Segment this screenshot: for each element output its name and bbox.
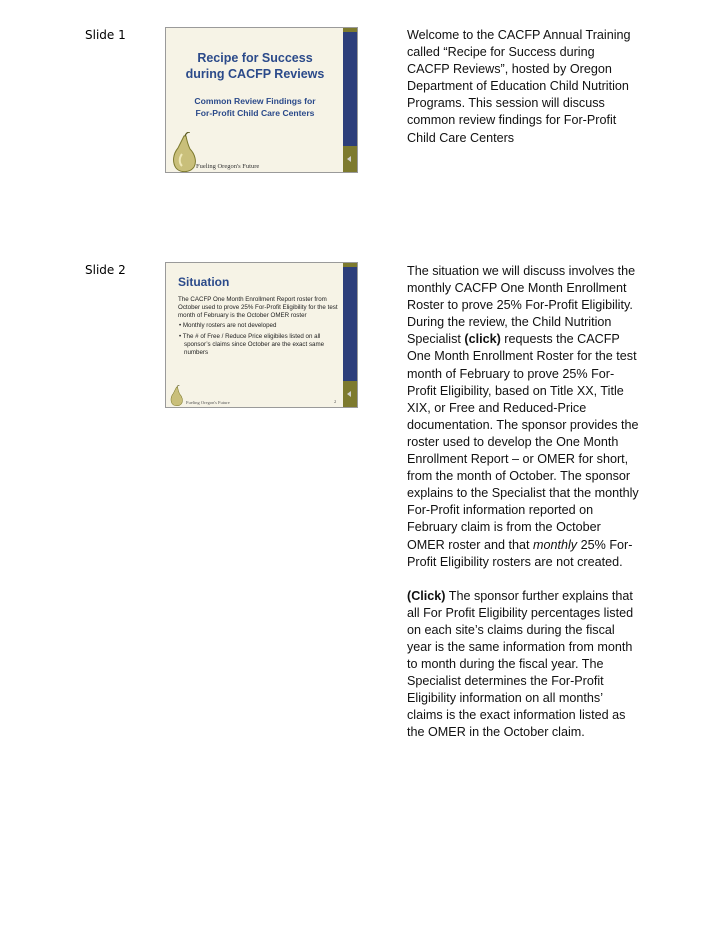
slide-side-bar [343,28,357,172]
notes-text: 25% For-Profit Eligibility rosters are not created. [407,537,633,569]
slide-2-footer: Fueling Oregon's Future [186,400,230,405]
slide-1-title-line-2: during CACFP Reviews [185,67,325,81]
slide-2-thumbnail[interactable] [165,262,358,408]
notes-text: The situation we will discuss involves the monthly CACFP One Month Enrollment Roster to prove 25% For-Profit Eligibility. During the review, the Child Nutrition Specialist [407,264,636,347]
bar-accent [343,263,357,267]
slide-2-bullet-2: • The # of Free / Reduce Price eligibiles listed on all sponsor’s claims since October are the exact same numbers [179,333,325,356]
slide-side-bar [343,263,357,407]
slide-2-notes-paragraph-2 [407,588,639,742]
slide-nav-icon [345,389,355,399]
slide-1-footer: Fueling Oregon's Future [196,163,260,170]
slide-1-title-line-1: Recipe for Success [197,51,313,65]
slide-2-title: Situation [178,275,230,289]
slide-nav-icon [345,154,355,164]
slide-1-notes [407,27,639,164]
notes-click-cue: (Click) [407,588,446,603]
slide-1-notes-text: Welcome to the CACFP Annual Training called “Recipe for Success during CACFP Reviews”, hosted by Oregon Department of Education Child Nutrition Programs. This session will discuss common review findings for For-Profit Child Care Centers [407,28,631,145]
slide-2-notes-paragraph-1 [407,263,639,571]
slide-2-body-text: The CACFP One Month Enrollment Report roster from October used to prove 25% For-Profit Eligibility for the test month of February is the October OMER roster [178,296,338,319]
slide-2-body [178,296,338,360]
notes-click-cue: (click) [464,332,501,347]
slide-2-notes [407,263,639,759]
pear-logo-icon [169,385,185,407]
slide-2-label: Slide 2 [85,263,126,277]
notes-emphasis: monthly [533,537,578,552]
notes-text: The sponsor further explains that all For Profit Eligibility percentages listed on each site’s claims during the fiscal year is the same information from month to month during the fiscal year. The Specialist determines the For-Profit Eligibility information on all months’ claims is the exact information listed as the OMER in the October claim. [407,588,634,740]
slide-1-subtitle [166,96,344,119]
slide-2-page-number: 2 [334,399,337,404]
slide-1-subtitle-line-2: For-Profit Child Care Centers [195,107,315,118]
slide-2-bullet-1: • Monthly rosters are not developed [179,322,277,330]
slide-1-thumbnail[interactable] [165,27,358,173]
slide-1-title [166,50,344,82]
slide-1-subtitle-line-1: Common Review Findings for [194,96,316,106]
bar-accent [343,28,357,32]
notes-text: requests the CACFP One Month Enrollment Roster for the test month of February to prove 25% For-Profit Eligibility, based on Title XX, Title XIX, or Free and Reduced-Price documentation. The sponsor provides the roster used to develop the One Month Enrollment Report – or OMER for short, from the month of October. The sponsor explains to the Specialist that the monthly For-Profit information reported on February claim is from the October OMER roster and that [407,332,639,552]
slide-1-label: Slide 1 [85,28,126,42]
